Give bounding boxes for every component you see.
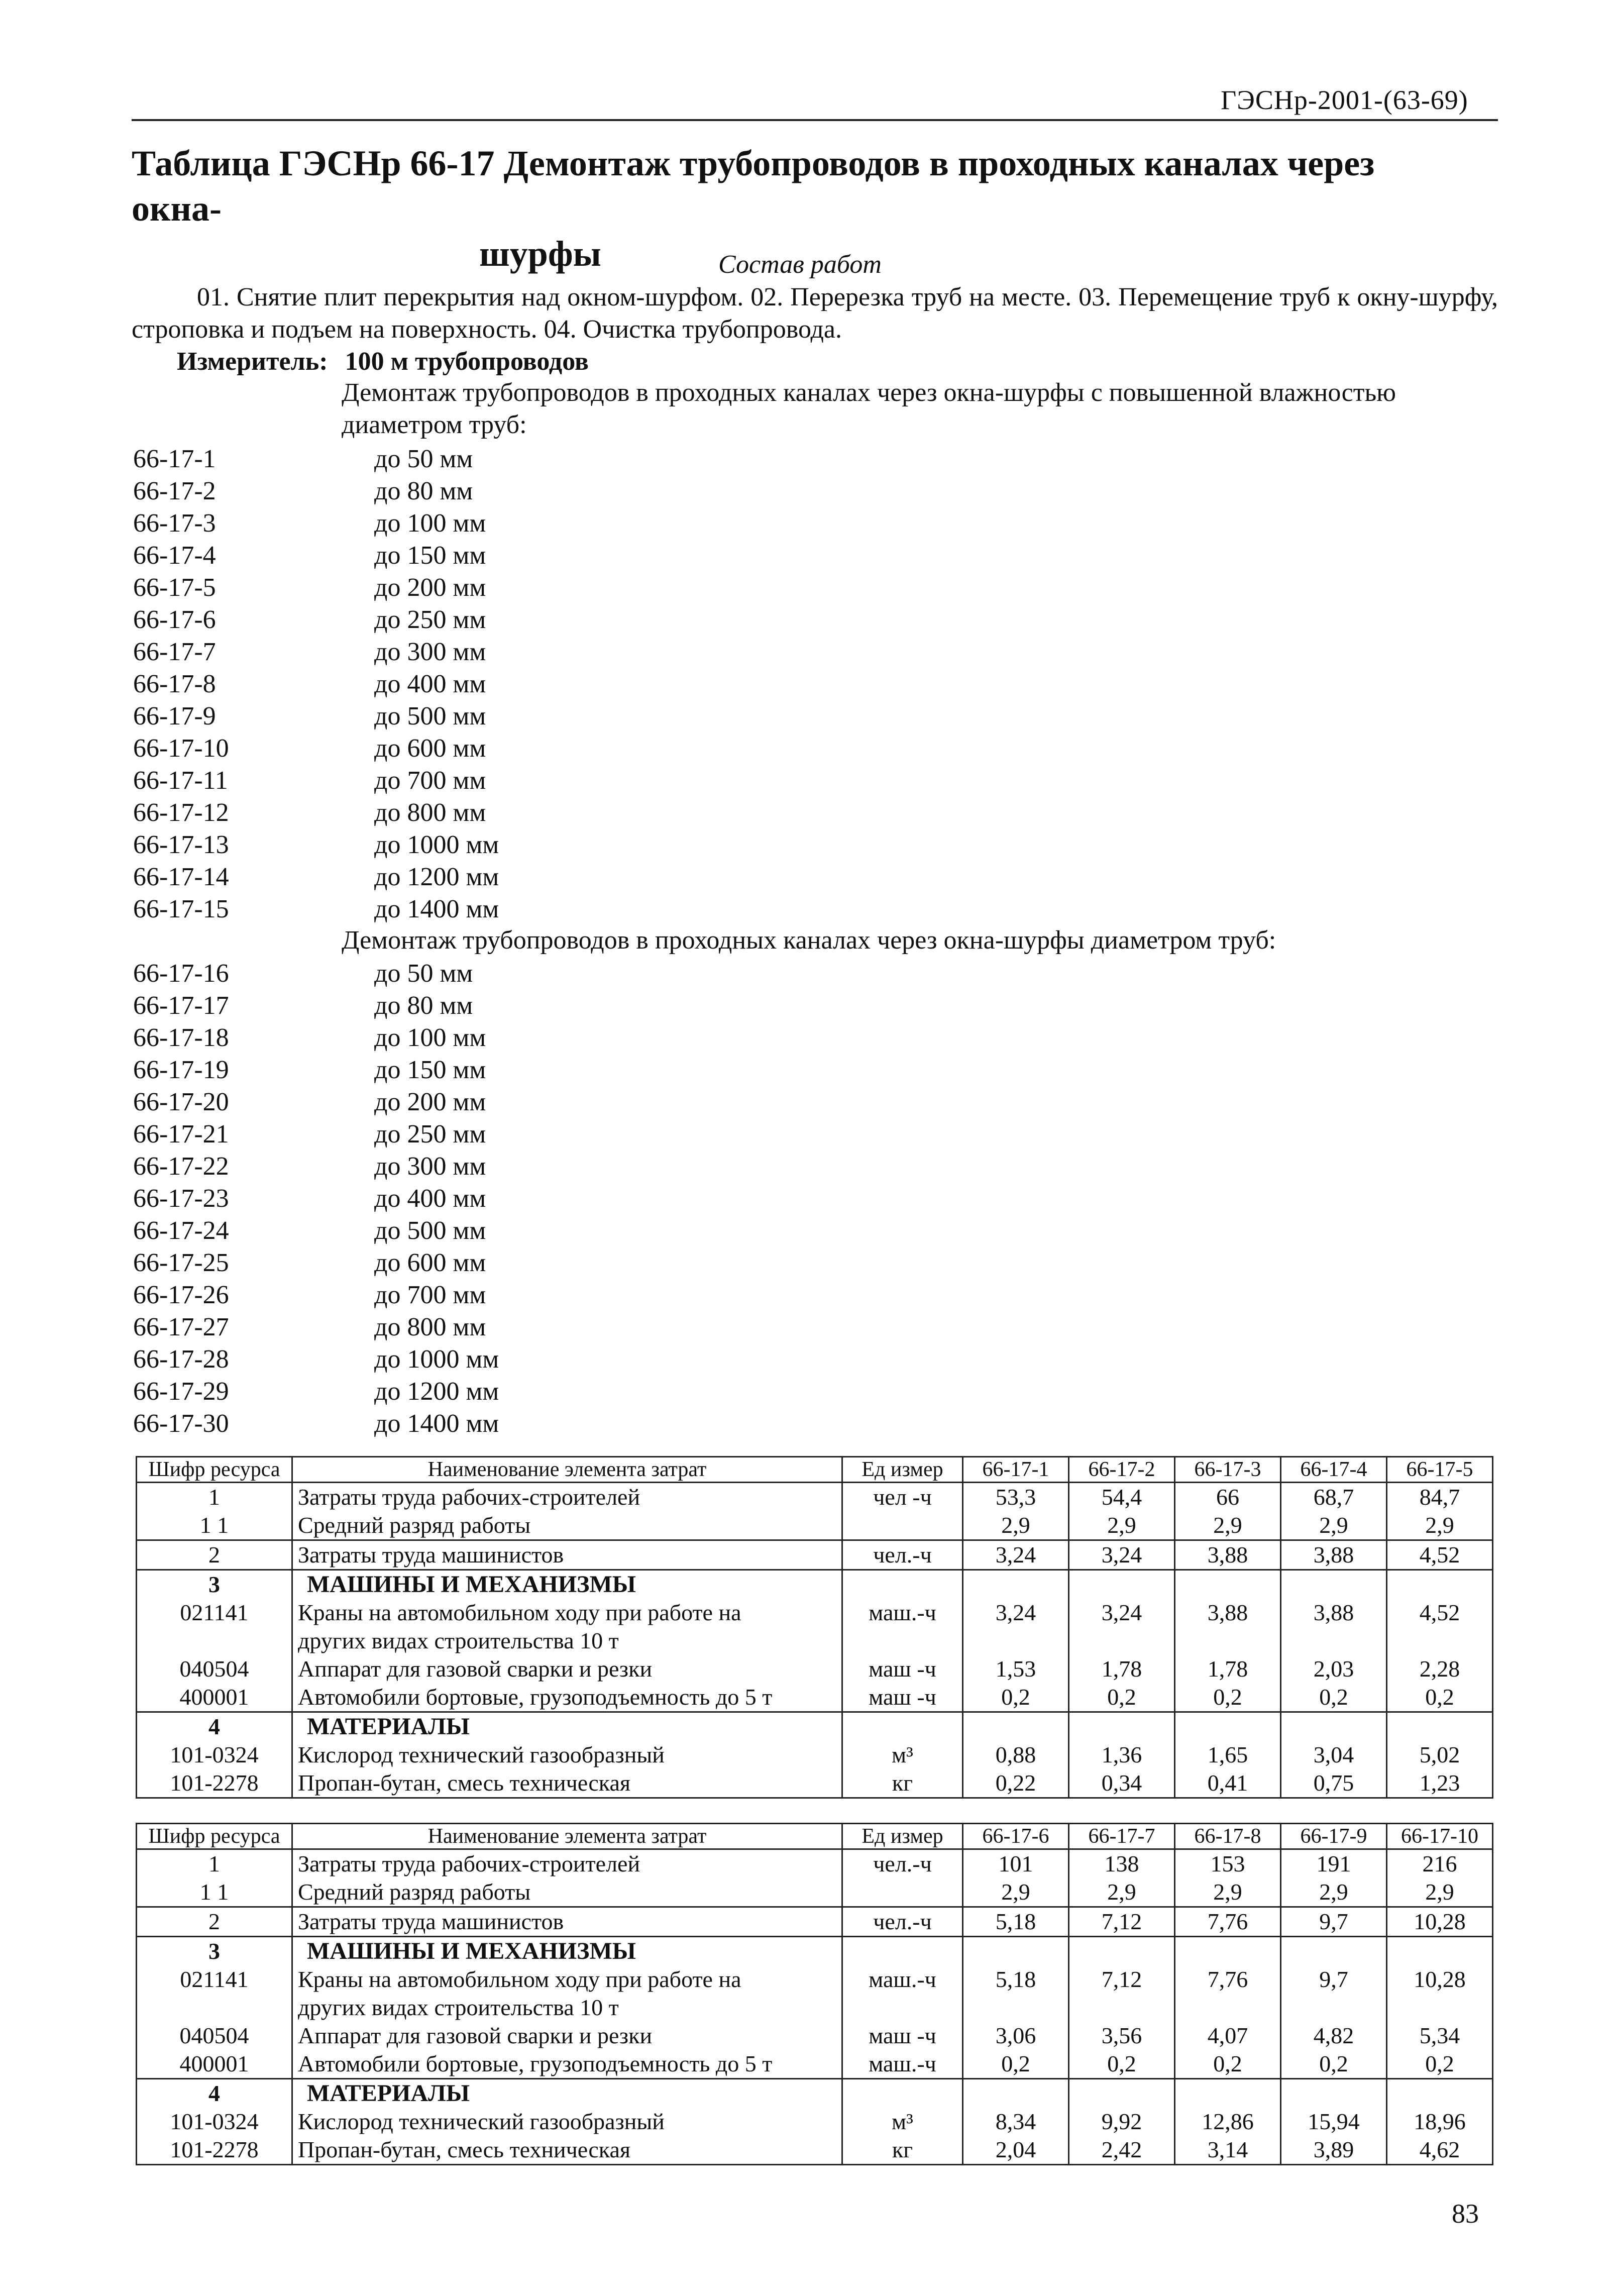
title-line-2: шурфы — [479, 234, 601, 274]
value-cell: 0,2 — [1069, 2050, 1175, 2079]
resource-code-cell: 1 — [137, 1849, 292, 1878]
group1-item-diameter: до 100 мм — [374, 509, 486, 538]
group1-item-diameter: до 150 мм — [374, 541, 486, 570]
measure-value: 100 м трубопроводов — [345, 347, 589, 376]
value-cell: 138 — [1069, 1849, 1175, 1878]
table-row — [137, 1849, 1493, 1878]
value-cell — [963, 1937, 1069, 1966]
value-cell: 0,2 — [1175, 2050, 1281, 2079]
resource-code-cell: 2 — [137, 1540, 292, 1570]
value-cell: 3,24 — [1069, 1540, 1175, 1570]
group1-item-code: 66-17-14 — [133, 863, 229, 891]
value-cell: 9,7 — [1281, 1965, 1387, 1994]
table-row — [137, 1937, 1493, 1966]
group2-item-diameter: до 100 мм — [374, 1023, 486, 1052]
group1-item-diameter: до 300 мм — [374, 638, 486, 666]
value-cell: 12,86 — [1175, 2108, 1281, 2136]
value-cell: 66 — [1175, 1483, 1281, 1512]
resource-code-cell: 3 — [137, 1937, 292, 1966]
cost-element-cell: МАШИНЫ И МЕХАНИЗМЫ — [292, 1570, 842, 1599]
value-cell: 2,9 — [963, 1511, 1069, 1540]
group1-item-code: 66-17-7 — [133, 638, 216, 666]
title-line-1: Таблица ГЭСНр 66-17 Демонтаж трубопроводов в проходных каналах через окна- — [132, 143, 1375, 229]
document-code-header: ГЭСНр-2001-(63-69) — [1221, 85, 1468, 115]
value-cell: 3,14 — [1175, 2136, 1281, 2165]
group2-heading: Демонтаж трубопроводов в проходных каналах через окна-шурфы диаметром труб: — [342, 926, 1276, 955]
cost-element-cell: Кислород технический газообразный — [292, 2108, 842, 2136]
table-row — [137, 1994, 1493, 2022]
value-cell: 1,65 — [1175, 1741, 1281, 1769]
column-header: Ед измер — [842, 1824, 963, 1849]
composition-text: 01. Снятие плит перекрытия над окном-шурфом. 02. Перерезка труб на месте. 03. Перемещение труб к окну-шурфу, строповка и подъем на поверхность. 04. Очистка трубопровода. — [132, 283, 1498, 344]
group1-item-diameter: до 1000 мм — [374, 830, 499, 859]
value-cell — [1281, 2079, 1387, 2108]
unit-cell: маш.-ч — [842, 1965, 963, 1994]
unit-cell — [842, 1937, 963, 1966]
value-cell: 2,9 — [1175, 1511, 1281, 1540]
value-cell — [963, 1570, 1069, 1599]
value-cell — [1069, 2079, 1175, 2108]
table-row — [137, 1540, 1493, 1570]
value-cell — [963, 1712, 1069, 1741]
table-row — [137, 1683, 1493, 1712]
value-cell: 9,92 — [1069, 2108, 1175, 2136]
group1-item-diameter: до 400 мм — [374, 670, 486, 698]
cost-element-cell: Затраты труда машинистов — [292, 1540, 842, 1570]
group2-item-diameter: до 200 мм — [374, 1088, 486, 1116]
column-header: 66-17-9 — [1281, 1824, 1387, 1849]
value-cell: 5,34 — [1387, 2022, 1493, 2050]
group1-item-diameter: до 50 мм — [374, 445, 473, 473]
value-cell: 1,23 — [1387, 1769, 1493, 1798]
table-row — [137, 1511, 1493, 1540]
value-cell: 2,9 — [1387, 1878, 1493, 1907]
value-cell: 5,18 — [963, 1965, 1069, 1994]
value-cell: 3,24 — [963, 1540, 1069, 1570]
group2-item-code: 66-17-25 — [133, 1248, 229, 1277]
value-cell: 3,56 — [1069, 2022, 1175, 2050]
table-row — [137, 2022, 1493, 2050]
value-cell — [963, 1627, 1069, 1655]
page-number: 83 — [1452, 2199, 1479, 2229]
value-cell: 0,2 — [963, 2050, 1069, 2079]
unit-cell: чел.-ч — [842, 1540, 963, 1570]
table-row — [137, 1627, 1493, 1655]
value-cell: 53,3 — [963, 1483, 1069, 1512]
value-cell: 10,28 — [1387, 1965, 1493, 1994]
unit-cell: м³ — [842, 2108, 963, 2136]
unit-cell: чел.-ч — [842, 1907, 963, 1937]
group2-item-diameter: до 400 мм — [374, 1184, 486, 1213]
cost-element-cell: Аппарат для газовой сварки и резки — [292, 1655, 842, 1683]
unit-cell: маш.-ч — [842, 2050, 963, 2079]
group2-item-code: 66-17-16 — [133, 959, 229, 988]
value-cell: 18,96 — [1387, 2108, 1493, 2136]
value-cell: 0,2 — [1387, 2050, 1493, 2079]
value-cell: 101 — [963, 1849, 1069, 1878]
resource-code-cell: 2 — [137, 1907, 292, 1937]
cost-element-cell: МАШИНЫ И МЕХАНИЗМЫ — [292, 1937, 842, 1966]
group2-item-diameter: до 800 мм — [374, 1313, 486, 1341]
value-cell: 0,22 — [963, 1769, 1069, 1798]
group2-item-code: 66-17-26 — [133, 1281, 229, 1309]
value-cell: 0,2 — [1387, 1683, 1493, 1712]
column-header: 66-17-4 — [1281, 1457, 1387, 1483]
unit-cell: кг — [842, 2136, 963, 2165]
value-cell: 0,88 — [963, 1741, 1069, 1769]
cost-element-cell: других видах строительства 10 т — [292, 1627, 842, 1655]
group2-item-code: 66-17-18 — [133, 1023, 229, 1052]
resource-code-cell: 101-0324 — [137, 1741, 292, 1769]
value-cell — [1387, 1570, 1493, 1599]
value-cell: 0,75 — [1281, 1769, 1387, 1798]
table-row — [137, 1570, 1493, 1599]
value-cell: 1,78 — [1069, 1655, 1175, 1683]
value-cell: 2,9 — [1175, 1878, 1281, 1907]
column-header: Наименование элемента затрат — [292, 1824, 842, 1849]
value-cell — [1175, 1627, 1281, 1655]
table-row — [137, 2050, 1493, 2079]
unit-cell: маш -ч — [842, 2022, 963, 2050]
value-cell: 191 — [1281, 1849, 1387, 1878]
resource-code-cell: 021141 — [137, 1965, 292, 1994]
value-cell: 0,34 — [1069, 1769, 1175, 1798]
table-header-row — [137, 1824, 1493, 1849]
group1-item-diameter: до 500 мм — [374, 702, 486, 730]
resource-table-1 — [136, 1456, 1493, 1799]
value-cell: 2,9 — [963, 1878, 1069, 1907]
table-row — [137, 1741, 1493, 1769]
group2-item-code: 66-17-21 — [133, 1120, 229, 1149]
value-cell: 2,9 — [1069, 1878, 1175, 1907]
value-cell: 2,9 — [1281, 1878, 1387, 1907]
value-cell: 2,04 — [963, 2136, 1069, 2165]
group2-item-code: 66-17-19 — [133, 1056, 229, 1084]
resource-code-cell: 021141 — [137, 1599, 292, 1627]
value-cell: 2,42 — [1069, 2136, 1175, 2165]
cost-element-cell: Кислород технический газообразный — [292, 1741, 842, 1769]
value-cell: 4,52 — [1387, 1540, 1493, 1570]
unit-cell — [842, 1994, 963, 2022]
value-cell: 7,12 — [1069, 1965, 1175, 1994]
resource-code-cell: 101-2278 — [137, 2136, 292, 2165]
value-cell — [1175, 1937, 1281, 1966]
value-cell: 9,7 — [1281, 1907, 1387, 1937]
value-cell: 3,88 — [1175, 1599, 1281, 1627]
value-cell — [1387, 2079, 1493, 2108]
unit-cell — [842, 1712, 963, 1741]
table-row — [137, 1907, 1493, 1937]
group2-item-diameter: до 80 мм — [374, 991, 473, 1020]
value-cell — [1281, 1627, 1387, 1655]
resource-code-cell: 4 — [137, 2079, 292, 2108]
group2-item-code: 66-17-30 — [133, 1409, 229, 1438]
group2-item-code: 66-17-17 — [133, 991, 229, 1020]
value-cell: 4,62 — [1387, 2136, 1493, 2165]
group1-item-diameter: до 1200 мм — [374, 863, 499, 891]
group1-item-code: 66-17-8 — [133, 670, 216, 698]
value-cell: 0,2 — [1175, 1683, 1281, 1712]
value-cell: 10,28 — [1387, 1907, 1493, 1937]
unit-cell — [842, 1570, 963, 1599]
composition-heading: Состав работ — [718, 250, 882, 279]
table-row — [137, 1599, 1493, 1627]
group1-item-code: 66-17-1 — [133, 445, 216, 473]
table-row — [137, 1769, 1493, 1798]
unit-cell: чел -ч — [842, 1483, 963, 1512]
group2-item-diameter: до 50 мм — [374, 959, 473, 988]
group1-item-code: 66-17-3 — [133, 509, 216, 538]
group1-item-code: 66-17-4 — [133, 541, 216, 570]
column-header: 66-17-6 — [963, 1824, 1069, 1849]
table-row — [137, 1712, 1493, 1741]
measure-line — [177, 347, 606, 376]
value-cell — [1281, 1570, 1387, 1599]
unit-cell — [842, 2079, 963, 2108]
group1-item-code: 66-17-10 — [133, 734, 229, 763]
value-cell — [1387, 1994, 1493, 2022]
group1-item-code: 66-17-15 — [133, 895, 229, 923]
value-cell: 4,82 — [1281, 2022, 1387, 2050]
value-cell: 54,4 — [1069, 1483, 1175, 1512]
resource-code-cell: 400001 — [137, 1683, 292, 1712]
resource-code-cell: 040504 — [137, 2022, 292, 2050]
value-cell — [1175, 1994, 1281, 2022]
resource-code-cell: 1 — [137, 1483, 292, 1512]
unit-cell — [842, 1511, 963, 1540]
group2-item-diameter: до 150 мм — [374, 1056, 486, 1084]
cost-element-cell: Пропан-бутан, смесь техническая — [292, 1769, 842, 1798]
value-cell — [963, 2079, 1069, 2108]
resource-table-2 — [136, 1823, 1493, 2165]
cost-element-cell: Автомобили бортовые, грузоподъемность до 5 т — [292, 2050, 842, 2079]
resource-code-cell: 4 — [137, 1712, 292, 1741]
group1-item-diameter: до 80 мм — [374, 477, 473, 505]
column-header: 66-17-8 — [1175, 1824, 1281, 1849]
value-cell: 4,07 — [1175, 2022, 1281, 2050]
column-header: 66-17-7 — [1069, 1824, 1175, 1849]
cost-element-cell: Пропан-бутан, смесь техническая — [292, 2136, 842, 2165]
column-header: 66-17-2 — [1069, 1457, 1175, 1483]
group2-item-code: 66-17-28 — [133, 1345, 229, 1374]
value-cell: 3,88 — [1281, 1540, 1387, 1570]
cost-element-cell: МАТЕРИАЛЫ — [292, 1712, 842, 1741]
cost-element-cell: Аппарат для газовой сварки и резки — [292, 2022, 842, 2050]
cost-element-cell: Краны на автомобильном ходу при работе на — [292, 1965, 842, 1994]
value-cell: 2,9 — [1387, 1511, 1493, 1540]
group1-item-code: 66-17-2 — [133, 477, 216, 505]
value-cell: 5,02 — [1387, 1741, 1493, 1769]
value-cell — [1069, 1712, 1175, 1741]
group1-item-code: 66-17-5 — [133, 573, 216, 602]
group1-heading: Демонтаж трубопроводов в проходных каналах через окна-шурфы с повышенной влажностью диаметром труб: — [342, 378, 1396, 439]
value-cell: 7,76 — [1175, 1965, 1281, 1994]
value-cell — [1069, 1627, 1175, 1655]
table-row — [137, 1878, 1493, 1907]
table-header-row — [137, 1457, 1493, 1483]
value-cell — [1175, 1712, 1281, 1741]
group2-item-diameter: до 600 мм — [374, 1248, 486, 1277]
value-cell: 4,52 — [1387, 1599, 1493, 1627]
value-cell — [1281, 1937, 1387, 1966]
value-cell — [963, 1994, 1069, 2022]
table-row — [137, 2079, 1493, 2108]
value-cell: 3,89 — [1281, 2136, 1387, 2165]
group2-item-code: 66-17-27 — [133, 1313, 229, 1341]
value-cell: 0,2 — [1281, 1683, 1387, 1712]
group2-item-diameter: до 1400 мм — [374, 1409, 499, 1438]
unit-cell — [842, 1878, 963, 1907]
group2-item-code: 66-17-22 — [133, 1152, 229, 1181]
group2-item-code: 66-17-29 — [133, 1377, 229, 1406]
resource-code-cell: 1 1 — [137, 1878, 292, 1907]
column-header: 66-17-10 — [1387, 1824, 1493, 1849]
group2-item-diameter: до 500 мм — [374, 1216, 486, 1245]
value-cell — [1387, 1627, 1493, 1655]
column-header: Шифр ресурса — [137, 1824, 292, 1849]
unit-cell: кг — [842, 1769, 963, 1798]
cost-element-cell: Затраты труда рабочих-строителей — [292, 1849, 842, 1878]
value-cell: 1,36 — [1069, 1741, 1175, 1769]
value-cell: 3,06 — [963, 2022, 1069, 2050]
resource-code-cell: 101-2278 — [137, 1769, 292, 1798]
value-cell — [1281, 1712, 1387, 1741]
group1-item-code: 66-17-11 — [133, 766, 228, 795]
value-cell — [1069, 1994, 1175, 2022]
group1-item-diameter: до 1400 мм — [374, 895, 499, 923]
value-cell — [1281, 1994, 1387, 2022]
group2-item-code: 66-17-20 — [133, 1088, 229, 1116]
group1-item-diameter: до 800 мм — [374, 798, 486, 827]
value-cell: 153 — [1175, 1849, 1281, 1878]
value-cell: 15,94 — [1281, 2108, 1387, 2136]
value-cell: 2,28 — [1387, 1655, 1493, 1683]
value-cell — [1175, 2079, 1281, 2108]
resource-code-cell: 1 1 — [137, 1511, 292, 1540]
cost-element-cell: МАТЕРИАЛЫ — [292, 2079, 842, 2108]
header-rule — [132, 119, 1498, 121]
unit-cell: маш -ч — [842, 1683, 963, 1712]
resource-code-cell — [137, 1994, 292, 2022]
value-cell: 2,9 — [1281, 1511, 1387, 1540]
value-cell: 1,78 — [1175, 1655, 1281, 1683]
unit-cell: м³ — [842, 1741, 963, 1769]
cost-element-cell: Средний разряд работы — [292, 1878, 842, 1907]
table-row — [137, 1483, 1493, 1512]
group1-item-diameter: до 250 мм — [374, 605, 486, 634]
value-cell: 3,88 — [1281, 1599, 1387, 1627]
column-header: Наименование элемента затрат — [292, 1457, 842, 1483]
group1-item-code: 66-17-12 — [133, 798, 229, 827]
resource-code-cell — [137, 1627, 292, 1655]
group2-item-diameter: до 700 мм — [374, 1281, 486, 1309]
value-cell: 3,24 — [1069, 1599, 1175, 1627]
value-cell: 5,18 — [963, 1907, 1069, 1937]
group1-item-code: 66-17-6 — [133, 605, 216, 634]
group1-item-diameter: до 200 мм — [374, 573, 486, 602]
value-cell: 0,2 — [1069, 1683, 1175, 1712]
unit-cell: чел.-ч — [842, 1849, 963, 1878]
table-row — [137, 2136, 1493, 2165]
group2-item-diameter: до 1200 мм — [374, 1377, 499, 1406]
measure-label: Измеритель: — [177, 347, 328, 376]
value-cell: 68,7 — [1281, 1483, 1387, 1512]
table-row — [137, 2108, 1493, 2136]
unit-cell — [842, 1627, 963, 1655]
value-cell: 2,9 — [1069, 1511, 1175, 1540]
group2-item-diameter: до 1000 мм — [374, 1345, 499, 1374]
cost-element-cell: Краны на автомобильном ходу при работе на — [292, 1599, 842, 1627]
resource-code-cell: 3 — [137, 1570, 292, 1599]
cost-element-cell: Затраты труда машинистов — [292, 1907, 842, 1937]
column-header: Шифр ресурса — [137, 1457, 292, 1483]
table-row — [137, 1655, 1493, 1683]
resource-code-cell: 400001 — [137, 2050, 292, 2079]
column-header: 66-17-1 — [963, 1457, 1069, 1483]
group1-item-diameter: до 700 мм — [374, 766, 486, 795]
value-cell: 1,53 — [963, 1655, 1069, 1683]
column-header: 66-17-5 — [1387, 1457, 1493, 1483]
value-cell: 84,7 — [1387, 1483, 1493, 1512]
table-row — [137, 1965, 1493, 1994]
value-cell: 7,12 — [1069, 1907, 1175, 1937]
value-cell: 2,03 — [1281, 1655, 1387, 1683]
value-cell — [1069, 1937, 1175, 1966]
value-cell: 216 — [1387, 1849, 1493, 1878]
cost-element-cell: Автомобили бортовые, грузоподъемность до 5 т — [292, 1683, 842, 1712]
cost-element-cell: Средний разряд работы — [292, 1511, 842, 1540]
group2-item-diameter: до 250 мм — [374, 1120, 486, 1149]
value-cell: 8,34 — [963, 2108, 1069, 2136]
group2-item-code: 66-17-24 — [133, 1216, 229, 1245]
value-cell — [1069, 1570, 1175, 1599]
value-cell: 3,24 — [963, 1599, 1069, 1627]
unit-cell: маш -ч — [842, 1655, 963, 1683]
value-cell: 0,41 — [1175, 1769, 1281, 1798]
column-header: 66-17-3 — [1175, 1457, 1281, 1483]
value-cell: 7,76 — [1175, 1907, 1281, 1937]
group2-item-diameter: до 300 мм — [374, 1152, 486, 1181]
resource-code-cell: 101-0324 — [137, 2108, 292, 2136]
value-cell — [1175, 1570, 1281, 1599]
value-cell: 3,88 — [1175, 1540, 1281, 1570]
cost-element-cell: других видах строительства 10 т — [292, 1994, 842, 2022]
column-header: Ед измер — [842, 1457, 963, 1483]
unit-cell: маш.-ч — [842, 1599, 963, 1627]
value-cell — [1387, 1712, 1493, 1741]
value-cell — [1387, 1937, 1493, 1966]
group1-item-code: 66-17-9 — [133, 702, 216, 730]
group2-item-code: 66-17-23 — [133, 1184, 229, 1213]
resource-code-cell: 040504 — [137, 1655, 292, 1683]
group1-item-diameter: до 600 мм — [374, 734, 486, 763]
group1-item-code: 66-17-13 — [133, 830, 229, 859]
value-cell: 0,2 — [1281, 2050, 1387, 2079]
value-cell: 3,04 — [1281, 1741, 1387, 1769]
value-cell: 0,2 — [963, 1683, 1069, 1712]
cost-element-cell: Затраты труда рабочих-строителей — [292, 1483, 842, 1512]
